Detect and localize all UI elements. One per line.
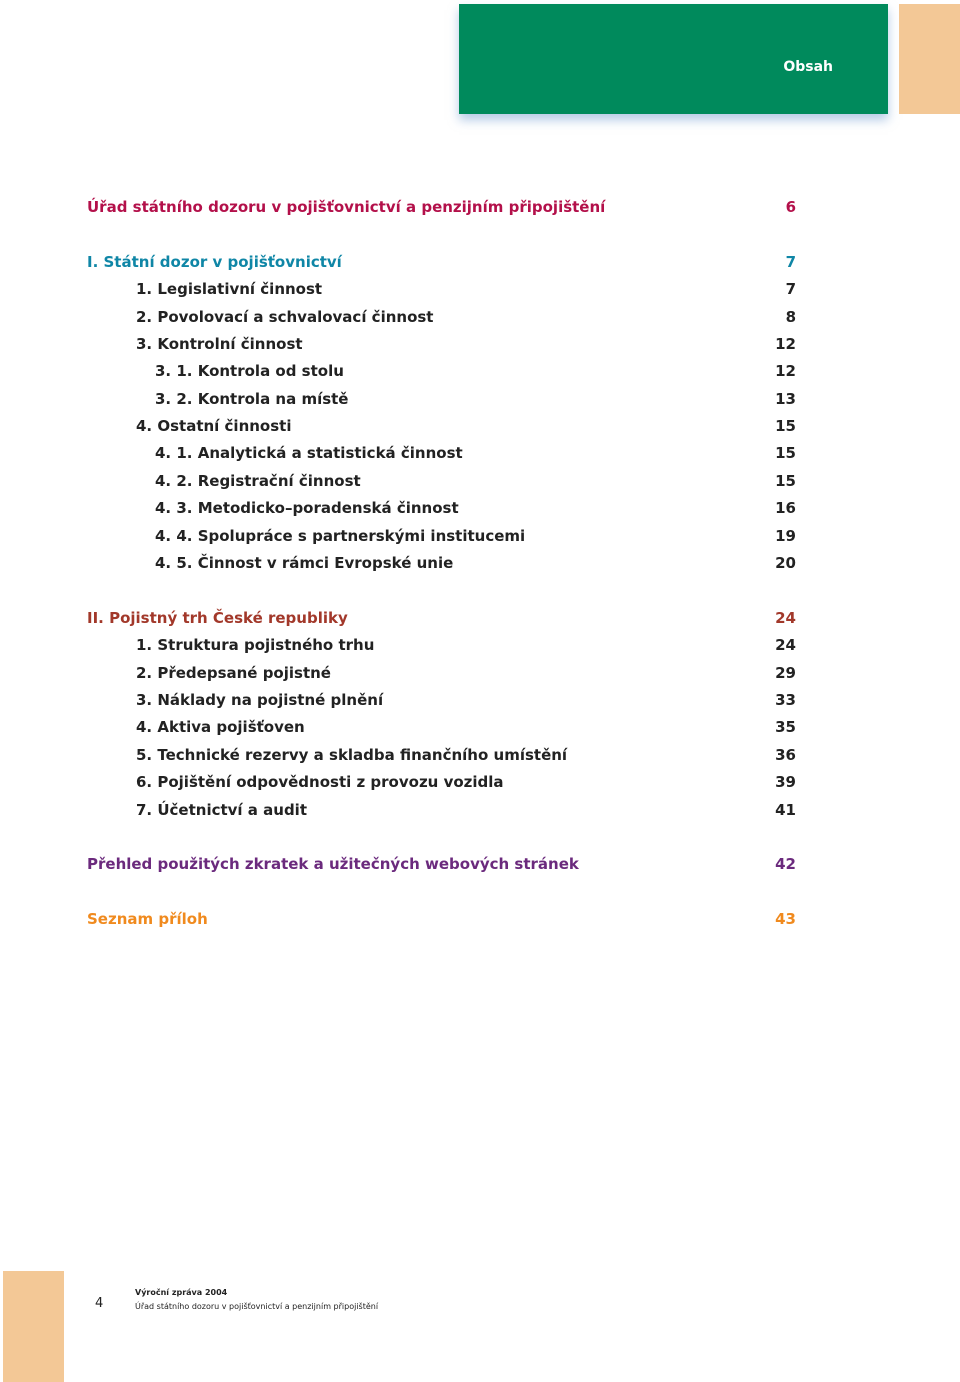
toc-entry[interactable] xyxy=(155,469,796,493)
toc-entry[interactable] xyxy=(155,441,796,465)
toc-entry-title: 2. Předepsané pojistné xyxy=(136,664,331,682)
toc-entry[interactable] xyxy=(136,661,796,685)
toc-entry-title: 3. Kontrolní činnost xyxy=(136,335,303,353)
toc-entry[interactable] xyxy=(136,305,796,329)
toc-entry-title: Seznam příloh xyxy=(87,910,208,928)
toc-entry-page: 42 xyxy=(775,855,796,873)
toc-entry-page: 15 xyxy=(775,417,796,435)
footer-tab xyxy=(3,1271,64,1382)
toc-entry-title: 4. 2. Registrační činnost xyxy=(155,472,361,490)
toc-entry-title: 4. 4. Spolupráce s partnerskými institucemi xyxy=(155,527,526,545)
toc-entry[interactable] xyxy=(155,551,796,575)
toc-entry-title: 2. Povolovací a schvalovací činnost xyxy=(136,308,434,326)
toc-entry[interactable] xyxy=(136,715,796,739)
toc-entry-title: 4. 3. Metodicko–poradenská činnost xyxy=(155,499,459,517)
toc-section[interactable] xyxy=(87,195,796,219)
toc-entry[interactable] xyxy=(136,798,796,822)
toc-entry-title: 3. 2. Kontrola na místě xyxy=(155,390,349,408)
toc-entry-page: 12 xyxy=(775,362,796,380)
toc-entry[interactable] xyxy=(136,633,796,657)
toc-entry-page: 7 xyxy=(785,280,796,298)
toc-entry-title: II. Pojistný trh České republiky xyxy=(87,609,348,627)
toc-entry-page: 35 xyxy=(775,718,796,736)
toc-entry-page: 13 xyxy=(775,390,796,408)
toc-entry-title: 4. Ostatní činnosti xyxy=(136,417,292,435)
toc-entry-page: 39 xyxy=(775,773,796,791)
toc-section[interactable] xyxy=(87,907,796,931)
toc-entry-page: 12 xyxy=(775,335,796,353)
toc-entry-page: 16 xyxy=(775,499,796,517)
toc-section[interactable] xyxy=(87,606,796,630)
toc-entry[interactable] xyxy=(136,332,796,356)
toc-entry-title: 3. Náklady na pojistné plnění xyxy=(136,691,384,709)
toc-entry[interactable] xyxy=(136,743,796,767)
toc-entry-title: Úřad státního dozoru v pojišťovnictví a penzijním připojištění xyxy=(87,198,606,216)
toc-entry-title: 4. 1. Analytická a statistická činnost xyxy=(155,444,463,462)
toc-entry-page: 20 xyxy=(775,554,796,572)
footer-report-title: Výroční zpráva 2004 xyxy=(135,1288,228,1297)
toc-entry[interactable] xyxy=(136,688,796,712)
toc-entry-page: 15 xyxy=(775,444,796,462)
toc-entry-title: 5. Technické rezervy a skladba finančního umístění xyxy=(136,746,568,764)
toc-entry-page: 15 xyxy=(775,472,796,490)
toc-entry-title: 3. 1. Kontrola od stolu xyxy=(155,362,344,380)
toc-entry[interactable] xyxy=(155,524,796,548)
toc-entry-page: 7 xyxy=(785,253,796,271)
toc-entry-title: 1. Struktura pojistného trhu xyxy=(136,636,375,654)
toc-entry[interactable] xyxy=(136,770,796,794)
page-number: 4 xyxy=(95,1296,104,1311)
toc-entry-title: 4. Aktiva pojišťoven xyxy=(136,718,305,736)
toc-entry-page: 6 xyxy=(785,198,796,216)
toc-entry-page: 8 xyxy=(785,308,796,326)
toc-entry-title: 7. Účetnictví a audit xyxy=(136,801,307,819)
toc-entry-page: 43 xyxy=(775,910,796,928)
toc-section[interactable] xyxy=(87,852,796,876)
toc-entry-page: 24 xyxy=(775,636,796,654)
toc-entry[interactable] xyxy=(155,387,796,411)
footer-organization: Úřad státního dozoru v pojišťovnictví a penzijním připojištění xyxy=(135,1302,379,1311)
toc-entry-page: 29 xyxy=(775,664,796,682)
toc-entry-title: Přehled použitých zkratek a užitečných webových stránek xyxy=(87,855,579,873)
toc-entry-page: 33 xyxy=(775,691,796,709)
toc-entry-title: 6. Pojištění odpovědnosti z provozu vozidla xyxy=(136,773,504,791)
toc-section[interactable] xyxy=(87,250,796,274)
toc-entry-page: 36 xyxy=(775,746,796,764)
toc-entry-page: 41 xyxy=(775,801,796,819)
section-title: Obsah xyxy=(783,59,833,75)
toc-entry[interactable] xyxy=(136,414,796,438)
toc-entry[interactable] xyxy=(136,277,796,301)
toc-entry-title: I. Státní dozor v pojišťovnictví xyxy=(87,253,342,271)
toc-entry-title: 1. Legislativní činnost xyxy=(136,280,323,298)
toc-entry-page: 24 xyxy=(775,609,796,627)
toc-entry[interactable] xyxy=(155,496,796,520)
toc-entry-title: 4. 5. Činnost v rámci Evropské unie xyxy=(155,554,454,572)
toc-entry-page: 19 xyxy=(775,527,796,545)
toc-entry[interactable] xyxy=(155,359,796,383)
